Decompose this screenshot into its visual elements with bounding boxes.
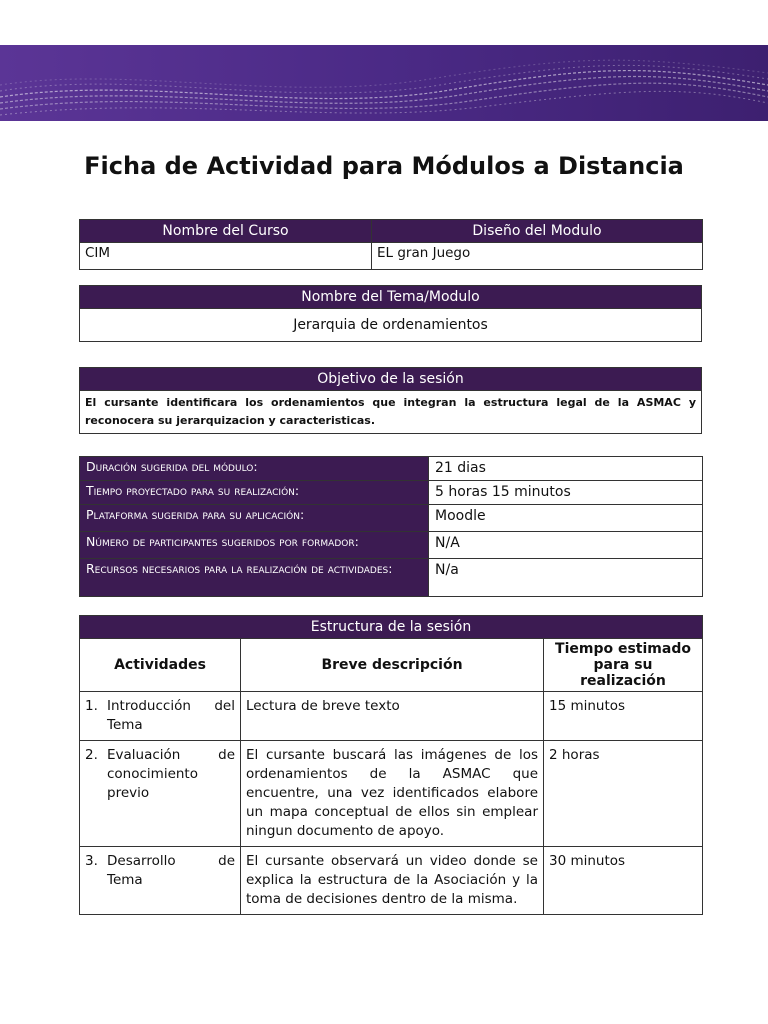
objective-header: Objetivo de la sesión [80, 368, 702, 391]
activity-number: 1. [85, 698, 98, 714]
course-name-header: Nombre del Curso [80, 220, 372, 243]
activity-connector: del [214, 698, 235, 714]
activity-name-cont: Tema [107, 717, 143, 733]
structure-table [79, 615, 703, 915]
activity-connector: de [218, 747, 235, 763]
activity-name-cont: Tema [107, 872, 143, 888]
topic-value: Jerarquia de ordenamientos [80, 309, 702, 342]
course-name-value: CIM [80, 243, 372, 270]
time-cell: 2 horas [544, 741, 703, 847]
description-cell: El cursante observará un video donde se explica la estructura de la Asociación y la toma de decisiones dentro de la misma. [241, 847, 544, 915]
activity-connector: de [218, 853, 235, 869]
duration-label: Duración sugerida del módulo: [80, 457, 429, 481]
header-banner [0, 45, 768, 121]
projected-time-value: 5 horas 15 minutos [429, 481, 703, 505]
duration-value: 21 dias [429, 457, 703, 481]
activity-cell [80, 692, 241, 741]
time-cell: 15 minutos [544, 692, 703, 741]
activities-column-header: Actividades [80, 639, 241, 692]
activity-name: Desarrollo [107, 853, 176, 869]
platform-value: Moodle [429, 505, 703, 532]
activity-name: Evaluación [107, 747, 181, 763]
description-cell: Lectura de breve texto [241, 692, 544, 741]
objective-value: El cursante identificara los ordenamientos que integran la estructura legal de la ASMAC y reconocera su jerarquizacion y caracteristicas. [80, 391, 702, 434]
activity-number: 2. [85, 747, 98, 763]
participants-value: N/A [429, 532, 703, 559]
activity-cell [80, 741, 241, 847]
platform-label: Plataforma sugerida para su aplicación: [80, 505, 429, 532]
module-design-value: EL gran Juego [372, 243, 703, 270]
time-column-header: Tiempo estimado para su realización [544, 639, 703, 692]
topic-table [79, 285, 702, 342]
description-cell: El cursante buscará las imágenes de los ordenamientos de la ASMAC que encuentre, una vez identificados elabore un mapa conceptual de ellos sin emplear ningun documento de apoyo. [241, 741, 544, 847]
page-title: Ficha de Actividad para Módulos a Distancia [84, 152, 684, 180]
activity-name: Introducción [107, 698, 191, 714]
description-column-header: Breve descripción [241, 639, 544, 692]
module-design-header: Diseño del Modulo [372, 220, 703, 243]
structure-header: Estructura de la sesión [80, 616, 703, 639]
resources-value: N/a [429, 559, 703, 597]
projected-time-label: Tiempo proyectado para su realización: [80, 481, 429, 505]
activity-number: 3. [85, 853, 98, 869]
time-cell: 30 minutos [544, 847, 703, 915]
topic-header: Nombre del Tema/Modulo [80, 286, 702, 309]
activity-name-cont: conocimiento previo [107, 766, 198, 801]
participants-label: Número de participantes sugeridos por formador: [80, 532, 429, 559]
table-row [80, 741, 703, 847]
objective-table [79, 367, 702, 434]
resources-label: Recursos necesarios para la realización de actividades: [80, 559, 429, 597]
table-row [80, 692, 703, 741]
details-table [79, 456, 703, 597]
activity-cell [80, 847, 241, 915]
table-row [80, 847, 703, 915]
course-table [79, 219, 703, 270]
